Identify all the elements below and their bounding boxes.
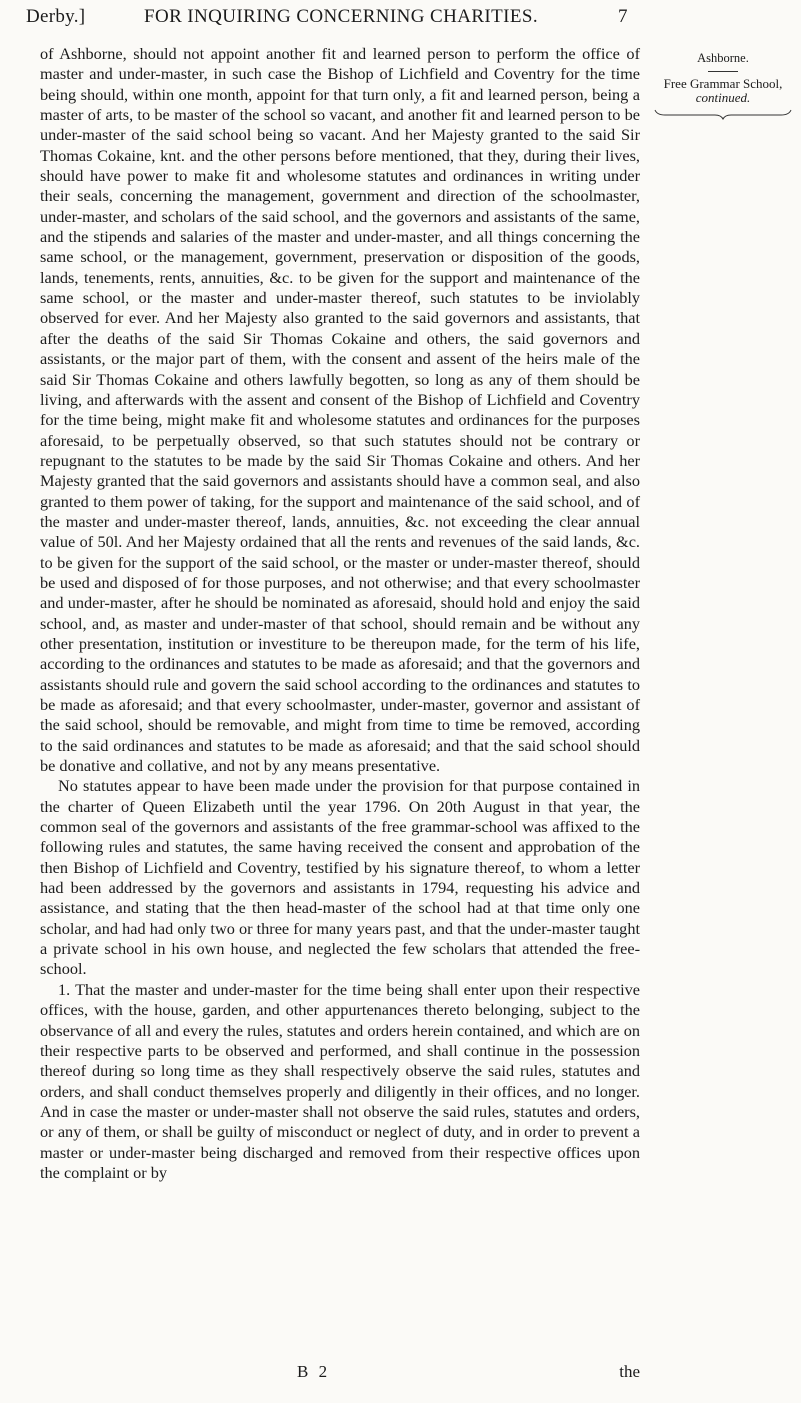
- signature-mark: B 2: [297, 1362, 331, 1381]
- margin-note: [648, 51, 798, 121]
- catchword: the: [619, 1362, 640, 1381]
- page-number: 7: [618, 6, 628, 27]
- margin-note-rule: [708, 71, 738, 72]
- margin-note-continued: continued.: [695, 90, 751, 105]
- margin-note-place: Ashborne.: [697, 51, 749, 65]
- body-text: [40, 44, 640, 1183]
- running-head-county: Derby.]: [26, 6, 86, 27]
- running-head: [0, 0, 801, 40]
- paragraph-statutes: No statutes appear to have been made under the provision for that purpose contained in the charter of Queen Elizabeth until the year 1796. On 20th August in that year, the common seal of the governors and assistants of the free grammar-school was affixed to the following rules and statutes, the same having received the consent and approbation of the then Bishop of Lichfield and Coventry, testified by his signature thereof, to whom a letter had been addressed by the governors and assistants in 1794, requesting his advice and assistance, and stating that the then head-master of the school had at that time only one scholar, and had had only two or three for many years past, and that the under-master taught a private school in his own house, and neglected the few scholars that attended the free-school.: [40, 776, 640, 979]
- margin-note-title: Free Grammar School,: [663, 76, 783, 91]
- paragraph-charter: of Ashborne, should not appoint another fit and learned person to perform the office of master and under-master, in such case the Bishop of Lichfield and Coventry for the time being should, within one month, appoint for that turn only, a fit and learned person, being a master of arts, to be master of the school so vacant, and another fit and learned person to be under-master of the said school being so vacant. And her Majesty granted to the said Sir Thomas Cokaine, knt. and the other persons before mentioned, that they, during their lives, should have power to make fit and wholesome statutes and ordinances in writing under their seals, concerning the management, government and direction of the schoolmaster, under-master, and scholars of the said school, and the governors and assistants of the same, and the stipends and salaries of the master and under-master, and all things concerning the same school, or the management, government, preservation or disposition of the goods, lands, tenements, rents, annuities, &c. to be given for the support and maintenance of the same school, or the master and under-master thereof, such statutes to be inviolably observed for ever. And her Majesty also granted to the said governors and assistants, that after the deaths of the said Sir Thomas Cokaine and others, the said governors and assistants, or the major part of them, with the consent and assent of the heirs male of the said Sir Thomas Cokaine and others lawfully begotten, so long as any of them should be living, and afterwards with the assent and consent of the Bishop of Lichfield and Coventry for the time being, might make fit and wholesome statutes and ordinances for the purposes aforesaid, to be perpetually observed, so that such statutes should not be contrary or repugnant to the statutes to be made by the said Sir Thomas Cokaine and others. And her Majesty granted that the said governors and assistants should have a common seal, and also granted to them power of taking, for the support and maintenance of the said school, and of the master and under-master thereof, lands, annuities, &c. not exceeding the clear annual value of 50l. And her Majesty ordained that all the rents and revenues of the said lands, &c. to be given for the support of the said school, or the master or under-master thereof, should be used and disposed of for those purposes, and not otherwise; and that every schoolmaster and under-master, after he should be nominated as aforesaid, should hold and enjoy the said school, and, as master and under-master of that school, should remain and be without any other presentation, institution or investiture to be thereupon made, for the term of his life, according to the ordinances and statutes to be made as aforesaid; and that the governors and assistants should rule and govern the said school according to the ordinances and statutes to be made as aforesaid; and that every schoolmaster, under-master, governor and assistant of the said school, should be removable, and might from time to time be removed, according to the said ordinances and statutes to be made as aforesaid; and that the said school should be donative and collative, and not by any means presentative.: [40, 44, 640, 776]
- margin-note-brace: [653, 107, 793, 121]
- page-footer: [40, 1362, 640, 1384]
- paragraph-rule-1: 1. That the master and under-master for the time being shall enter upon their respective offices, with the house, garden, and other appurtenances thereto belonging, subject to the observance of all and every the rules, statutes and orders herein contained, and which are on their respective parts to be observed and performed, and shall continue in the possession thereof during so long time as they shall respectively observe the said rules, statutes and orders, and shall conduct themselves properly and diligently in their offices, and no longer. And in case the master or under-master shall not observe the said rules, statutes and orders, or any of them, or shall be guilty of misconduct or neglect of duty, and in order to prevent a master or under-master being discharged and removed from their respective offices upon the complaint or by: [40, 979, 640, 1182]
- running-head-title: FOR INQUIRING CONCERNING CHARITIES.: [144, 6, 538, 27]
